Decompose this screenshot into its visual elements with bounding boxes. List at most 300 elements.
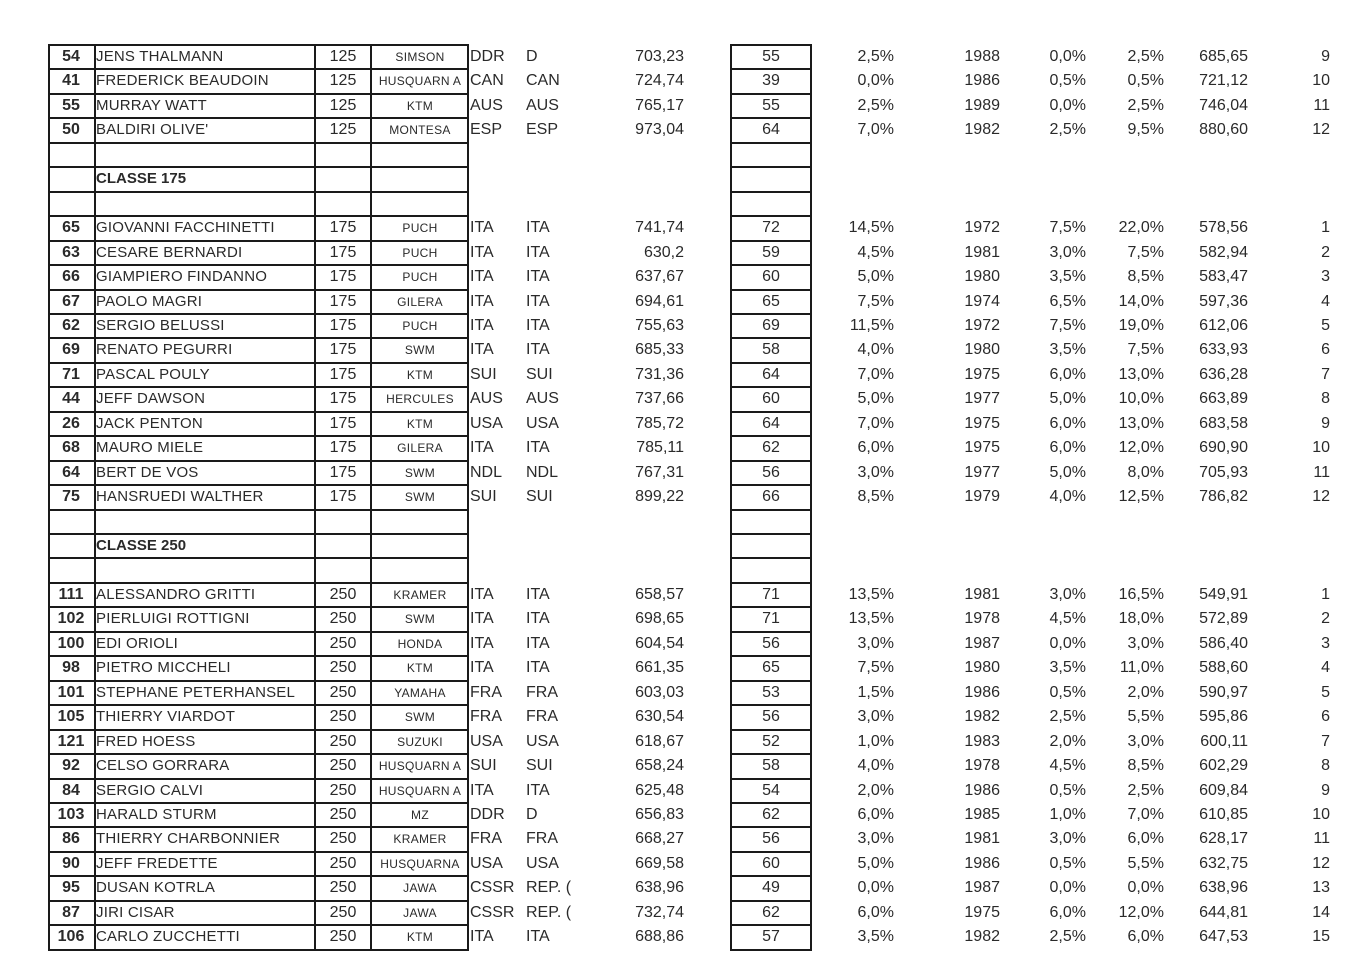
year-bonus-pct: 6,0% — [1049, 365, 1086, 383]
grid-line — [730, 802, 812, 804]
grid-line — [48, 875, 468, 877]
total-bonus-pct: 22,0% — [1118, 219, 1164, 237]
age-factor: 60 — [762, 390, 780, 408]
rider-name: JEFF FREDETTE — [96, 854, 218, 872]
age-bonus-pct: 0,0% — [857, 879, 894, 897]
total-bonus-pct: 7,5% — [1127, 243, 1164, 261]
grid-line — [48, 949, 468, 951]
age-factor: 69 — [762, 316, 780, 334]
age-factor: 59 — [762, 243, 780, 261]
age-factor: 72 — [762, 219, 780, 237]
total-bonus-pct: 6,0% — [1127, 830, 1164, 848]
rank: 12 — [1312, 488, 1330, 506]
rider-name: BALDIRI OLIVE' — [96, 121, 209, 139]
grid-line — [730, 313, 812, 315]
grid-line — [48, 411, 468, 413]
nation-code: FRA — [470, 830, 502, 848]
raw-time: 685,33 — [635, 341, 684, 359]
grid-line — [730, 900, 812, 902]
bike-year: 1980 — [964, 659, 1000, 677]
total-bonus-pct: 2,0% — [1127, 683, 1164, 701]
table-row — [0, 265, 1350, 289]
grid-line — [730, 191, 812, 193]
grid-line — [730, 509, 812, 511]
rider-name: SERGIO CALVI — [96, 781, 204, 799]
motorcycle-make: SUZUKI — [397, 734, 443, 749]
age-factor: 65 — [762, 292, 780, 310]
grid-line — [730, 778, 812, 780]
age-bonus-pct: 0,0% — [857, 72, 894, 90]
age-bonus-pct: 14,5% — [848, 219, 894, 237]
age-bonus-pct: 11,5% — [849, 316, 894, 334]
corrected-time: 597,36 — [1199, 292, 1248, 310]
motorcycle-make: HUSQUARN A — [378, 74, 462, 89]
rank: 2 — [1321, 610, 1330, 628]
grid-line — [48, 900, 468, 902]
rider-number: 55 — [62, 96, 80, 114]
bike-year: 1977 — [964, 463, 1000, 481]
rank: 5 — [1321, 316, 1330, 334]
age-bonus-pct: 3,0% — [857, 830, 894, 848]
class-cc: 250 — [329, 805, 357, 823]
bike-year: 1986 — [964, 683, 1000, 701]
nation-code: ITA — [470, 439, 494, 457]
age-factor: 52 — [762, 732, 780, 750]
age-factor: 56 — [762, 708, 780, 726]
age-bonus-pct: 7,0% — [857, 121, 894, 139]
total-bonus-pct: 19,0% — [1118, 316, 1164, 334]
rider-number: 44 — [62, 390, 80, 408]
total-bonus-pct: 8,5% — [1127, 268, 1164, 286]
grid-line — [730, 264, 812, 266]
grid-line — [48, 655, 468, 657]
raw-time: 688,86 — [635, 928, 684, 946]
year-bonus-pct: 6,0% — [1049, 903, 1086, 921]
grid-line — [730, 851, 812, 853]
bike-year: 1974 — [964, 292, 1000, 310]
rider-number: 69 — [62, 341, 80, 359]
motorcycle-make: SWM — [404, 710, 436, 725]
age-factor: 49 — [762, 879, 780, 897]
nation-name: REP. ( — [526, 903, 572, 921]
raw-time: 785,11 — [636, 439, 684, 457]
raw-time: 625,48 — [635, 781, 684, 799]
bike-year: 1986 — [964, 781, 1000, 799]
grid-line — [730, 166, 812, 168]
total-bonus-pct: 8,0% — [1127, 463, 1164, 481]
corrected-time: 705,93 — [1199, 463, 1248, 481]
table-row — [0, 705, 1350, 729]
grid-line — [48, 509, 468, 511]
grid-line — [730, 44, 812, 46]
age-factor: 56 — [762, 634, 780, 652]
bike-year: 1982 — [964, 708, 1000, 726]
rank: 13 — [1312, 879, 1330, 897]
class-cc: 175 — [329, 365, 357, 383]
corrected-time: 628,17 — [1199, 830, 1248, 848]
grid-line — [48, 337, 468, 339]
grid-line — [730, 411, 812, 413]
nation-code: ESP — [470, 121, 503, 139]
rider-name: MAURO MIELE — [96, 439, 204, 457]
nation-code: ITA — [470, 585, 494, 603]
raw-time: 899,22 — [635, 488, 684, 506]
corrected-time: 633,93 — [1199, 341, 1248, 359]
grid-line — [314, 44, 316, 951]
table-row — [0, 118, 1350, 142]
raw-time: 703,23 — [635, 48, 684, 65]
corrected-time: 746,04 — [1199, 96, 1248, 114]
year-bonus-pct: 4,5% — [1049, 757, 1086, 775]
motorcycle-make: HUSQUARN A — [378, 783, 462, 798]
grid-line — [48, 166, 468, 168]
class-cc: 175 — [329, 292, 357, 310]
total-bonus-pct: 18,0% — [1118, 610, 1164, 628]
corrected-time: 578,56 — [1199, 219, 1248, 237]
rider-number: 100 — [57, 634, 85, 652]
age-factor: 60 — [762, 268, 780, 286]
total-bonus-pct: 0,5% — [1127, 72, 1164, 90]
rank: 14 — [1312, 903, 1330, 921]
rider-name: SERGIO BELUSSI — [96, 316, 225, 334]
year-bonus-pct: 0,5% — [1049, 781, 1086, 799]
raw-time: 767,31 — [635, 463, 684, 481]
rank: 9 — [1321, 414, 1330, 432]
grid-line — [730, 704, 812, 706]
rank: 4 — [1321, 292, 1330, 310]
rider-number: 106 — [57, 928, 85, 946]
grid-line — [48, 924, 468, 926]
nation-code: AUS — [470, 96, 503, 114]
rider-name: GIOVANNI FACCHINETTI — [96, 219, 275, 237]
corrected-time: 683,58 — [1199, 414, 1248, 432]
year-bonus-pct: 5,0% — [1049, 390, 1086, 408]
grid-line — [730, 655, 812, 657]
corrected-time: 690,90 — [1199, 439, 1248, 457]
year-bonus-pct: 3,5% — [1049, 659, 1086, 677]
section-header — [0, 534, 1350, 558]
rank: 15 — [1312, 928, 1330, 946]
year-bonus-pct: 3,0% — [1049, 830, 1086, 848]
nation-code: ITA — [470, 268, 494, 286]
class-cc: 175 — [329, 268, 357, 286]
rider-name: DUSAN KOTRLA — [96, 879, 216, 897]
corrected-time: 583,47 — [1199, 268, 1248, 286]
year-bonus-pct: 4,0% — [1049, 488, 1086, 506]
bike-year: 1975 — [964, 365, 1000, 383]
rank: 9 — [1321, 781, 1330, 799]
nation-code: ITA — [470, 243, 494, 261]
rider-name: PIETRO MICCHELI — [96, 659, 231, 677]
blank-row — [0, 558, 1350, 582]
raw-time: 694,61 — [635, 292, 684, 310]
age-bonus-pct: 4,0% — [857, 757, 894, 775]
rank: 11 — [1313, 463, 1330, 481]
age-factor: 39 — [762, 72, 780, 90]
rider-name: GIAMPIERO FINDANNO — [96, 268, 268, 286]
total-bonus-pct: 3,0% — [1127, 634, 1164, 652]
age-factor: 64 — [762, 365, 780, 383]
rank: 7 — [1321, 732, 1330, 750]
rank: 2 — [1321, 243, 1330, 261]
raw-time: 630,2 — [643, 243, 684, 261]
motorcycle-make: SWM — [404, 490, 436, 505]
age-factor: 64 — [762, 121, 780, 139]
motorcycle-make: KRAMER — [393, 832, 447, 847]
rank: 9 — [1321, 48, 1330, 65]
nation-code: NDL — [470, 463, 503, 481]
nation-name: FRA — [526, 708, 558, 726]
rider-name: PAOLO MAGRI — [96, 292, 203, 310]
rider-name: HARALD STURM — [96, 805, 217, 823]
year-bonus-pct: 7,5% — [1049, 316, 1086, 334]
raw-time: 668,27 — [635, 830, 684, 848]
total-bonus-pct: 5,5% — [1127, 708, 1164, 726]
total-bonus-pct: 9,5% — [1127, 121, 1164, 139]
motorcycle-make: KTM — [406, 930, 434, 945]
age-bonus-pct: 7,0% — [857, 414, 894, 432]
grid-line — [48, 460, 468, 462]
age-factor: 56 — [762, 463, 780, 481]
grid-line — [730, 435, 812, 437]
grid-line — [48, 582, 468, 584]
nation-name: D — [526, 805, 538, 823]
nation-name: ITA — [526, 316, 550, 334]
class-cc: 250 — [329, 903, 357, 921]
class-cc: 250 — [329, 659, 357, 677]
class-cc: 250 — [329, 879, 357, 897]
nation-code: SUI — [470, 365, 497, 383]
grid-line — [730, 924, 812, 926]
table-row — [0, 681, 1350, 705]
age-factor: 71 — [762, 610, 780, 628]
grid-line — [48, 44, 468, 46]
age-factor: 58 — [762, 757, 780, 775]
nation-code: DDR — [470, 48, 505, 65]
bike-year: 1975 — [964, 414, 1000, 432]
class-cc: 250 — [329, 683, 357, 701]
rider-name: CELSO GORRARA — [96, 757, 230, 775]
grid-line — [730, 631, 812, 633]
grid-line — [48, 631, 468, 633]
corrected-time: 600,11 — [1200, 732, 1248, 750]
year-bonus-pct: 0,5% — [1049, 72, 1086, 90]
nation-name: FRA — [526, 830, 558, 848]
motorcycle-make: PUCH — [402, 270, 438, 285]
year-bonus-pct: 2,5% — [1049, 708, 1086, 726]
class-cc: 250 — [329, 732, 357, 750]
table-row — [0, 387, 1350, 411]
corrected-time: 685,65 — [1199, 48, 1248, 65]
corrected-time: 602,29 — [1199, 757, 1248, 775]
age-bonus-pct: 8,5% — [857, 488, 894, 506]
rider-name: PASCAL POULY — [96, 365, 210, 383]
grid-line — [48, 93, 468, 95]
motorcycle-make: MZ — [411, 807, 429, 822]
nation-name: ITA — [526, 341, 550, 359]
motorcycle-make: KTM — [406, 367, 434, 382]
rank: 10 — [1312, 439, 1330, 457]
nation-name: ITA — [526, 243, 550, 261]
raw-time: 669,58 — [635, 854, 684, 872]
bike-year: 1982 — [964, 121, 1000, 139]
raw-time: 604,54 — [635, 634, 684, 652]
bike-year: 1978 — [964, 757, 1000, 775]
table-row — [0, 852, 1350, 876]
motorcycle-make: SWM — [404, 612, 436, 627]
corrected-time: 636,28 — [1199, 365, 1248, 383]
grid-line — [48, 704, 468, 706]
class-cc: 175 — [329, 316, 357, 334]
grid-line — [48, 826, 468, 828]
motorcycle-make: MONTESA — [389, 123, 451, 138]
nation-code: DDR — [470, 805, 505, 823]
table-row — [0, 827, 1350, 851]
table-row — [0, 656, 1350, 680]
year-bonus-pct: 6,5% — [1049, 292, 1086, 310]
nation-name: SUI — [526, 757, 553, 775]
rider-name: JENS THALMANN — [96, 48, 224, 65]
year-bonus-pct: 0,5% — [1049, 854, 1086, 872]
raw-time: 741,74 — [635, 219, 684, 237]
raw-time: 656,83 — [635, 805, 684, 823]
age-factor: 53 — [762, 683, 780, 701]
nation-code: CSSR — [470, 879, 515, 897]
rank: 6 — [1321, 341, 1330, 359]
raw-time: 661,35 — [635, 659, 684, 677]
table-row — [0, 314, 1350, 338]
grid-line — [48, 313, 468, 315]
rider-number: 75 — [62, 488, 80, 506]
total-bonus-pct: 12,0% — [1118, 903, 1164, 921]
total-bonus-pct: 2,5% — [1127, 781, 1164, 799]
nation-code: SUI — [470, 488, 497, 506]
rider-number: 105 — [57, 708, 85, 726]
blank-row — [0, 192, 1350, 216]
bike-year: 1981 — [964, 585, 1000, 603]
grid-line — [370, 44, 372, 951]
class-cc: 175 — [329, 219, 357, 237]
age-bonus-pct: 3,0% — [857, 463, 894, 481]
total-bonus-pct: 12,5% — [1118, 488, 1164, 506]
age-bonus-pct: 1,0% — [857, 732, 894, 750]
grid-line — [48, 142, 468, 144]
age-factor: 62 — [762, 903, 780, 921]
rider-number: 98 — [62, 659, 80, 677]
class-cc: 175 — [329, 341, 357, 359]
motorcycle-make: SIMSON — [395, 50, 445, 64]
corrected-time: 549,91 — [1199, 585, 1248, 603]
corrected-time: 572,89 — [1199, 610, 1248, 628]
age-factor: 56 — [762, 830, 780, 848]
nation-name: SUI — [526, 488, 553, 506]
motorcycle-make: PUCH — [402, 318, 438, 333]
table-row — [0, 779, 1350, 803]
total-bonus-pct: 7,5% — [1127, 341, 1164, 359]
grid-line — [94, 44, 96, 951]
age-factor: 64 — [762, 414, 780, 432]
rider-name: MURRAY WATT — [96, 96, 207, 114]
table-row — [0, 94, 1350, 118]
grid-line — [48, 680, 468, 682]
rank: 8 — [1321, 757, 1330, 775]
age-bonus-pct: 2,0% — [857, 781, 894, 799]
corrected-time: 663,89 — [1199, 390, 1248, 408]
rider-number: 87 — [62, 903, 80, 921]
corrected-time: 610,85 — [1199, 805, 1248, 823]
total-bonus-pct: 12,0% — [1118, 439, 1164, 457]
nation-name: ITA — [526, 292, 550, 310]
bike-year: 1972 — [964, 316, 1000, 334]
bike-year: 1981 — [964, 830, 1000, 848]
grid-line — [467, 44, 469, 951]
total-bonus-pct: 13,0% — [1118, 414, 1164, 432]
grid-line — [730, 215, 812, 217]
corrected-time: 644,81 — [1199, 903, 1248, 921]
bike-year: 1980 — [964, 341, 1000, 359]
rider-number: 71 — [62, 365, 80, 383]
rider-number: 41 — [62, 72, 80, 90]
rider-number: 103 — [57, 805, 85, 823]
nation-name: D — [526, 48, 538, 65]
grid-line — [730, 949, 812, 951]
rider-name: HANSRUEDI WALTHER — [96, 488, 264, 506]
table-row — [0, 754, 1350, 778]
grid-line — [730, 753, 812, 755]
motorcycle-make: PUCH — [402, 245, 438, 260]
nation-code: FRA — [470, 708, 502, 726]
motorcycle-make: SWM — [404, 465, 436, 480]
bike-year: 1980 — [964, 268, 1000, 286]
rank: 3 — [1321, 634, 1330, 652]
rider-name: STEPHANE PETERHANSEL — [96, 683, 296, 701]
rank: 6 — [1321, 708, 1330, 726]
nation-name: NDL — [526, 463, 559, 481]
bike-year: 1981 — [964, 243, 1000, 261]
bike-year: 1975 — [964, 903, 1000, 921]
grid-line — [730, 142, 812, 144]
grid-line — [730, 362, 812, 364]
class-cc: 250 — [329, 854, 357, 872]
nation-code: ITA — [470, 928, 494, 946]
table-row — [0, 45, 1350, 69]
nation-code: SUI — [470, 757, 497, 775]
grid-line — [48, 240, 468, 242]
age-factor: 54 — [762, 781, 780, 799]
year-bonus-pct: 0,5% — [1049, 683, 1086, 701]
motorcycle-make: KTM — [406, 416, 434, 431]
motorcycle-make: SWM — [404, 343, 436, 358]
rider-name: JEFF DAWSON — [96, 390, 206, 408]
motorcycle-make: JAWA — [403, 905, 437, 920]
age-factor: 65 — [762, 659, 780, 677]
grid-line — [48, 215, 468, 217]
age-factor: 62 — [762, 439, 780, 457]
nation-code: CAN — [470, 72, 504, 90]
class-label: CLASSE 250 — [96, 537, 187, 554]
class-cc: 125 — [329, 121, 357, 139]
class-cc: 175 — [329, 439, 357, 457]
bike-year: 1972 — [964, 219, 1000, 237]
total-bonus-pct: 16,5% — [1118, 585, 1164, 603]
nation-name: USA — [526, 732, 559, 750]
year-bonus-pct: 2,0% — [1049, 732, 1086, 750]
nation-code: CSSR — [470, 903, 515, 921]
grid-line — [730, 337, 812, 339]
age-bonus-pct: 4,5% — [857, 243, 894, 261]
class-cc: 175 — [329, 390, 357, 408]
rider-name: ALESSANDRO GRITTI — [96, 585, 256, 603]
